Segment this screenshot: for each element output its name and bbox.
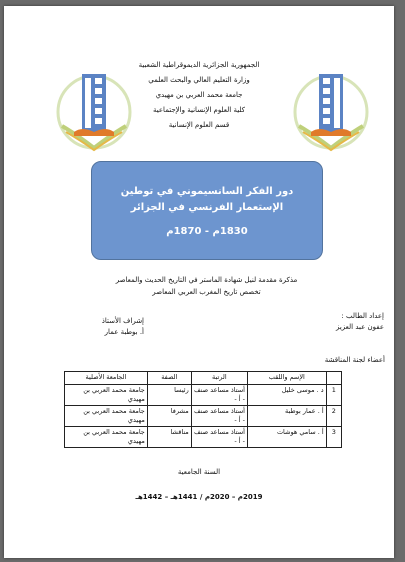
- thesis-period: 1830م - 1870م: [166, 226, 248, 237]
- member-role: رئيسا: [147, 385, 191, 406]
- supervisor-label: إشراف الأستاذ: [101, 317, 144, 325]
- member-university: جامعة محمد العربي بن مهيدي: [65, 427, 148, 448]
- table-row: [65, 406, 342, 427]
- committee-header-row: [65, 372, 342, 385]
- student-block: [234, 311, 384, 333]
- document-page: [4, 6, 394, 558]
- member-role: مناقشا: [147, 427, 191, 448]
- member-name: أ . عمار بوطبة: [247, 406, 326, 427]
- thesis-title-box: [91, 161, 323, 260]
- header-line-department: قسم العلوم الإنسانية: [168, 121, 230, 129]
- member-rank: أستاذ مساعد صنف - أ -: [191, 385, 247, 406]
- member-rank: أستاذ مساعد صنف - أ -: [191, 427, 247, 448]
- header-rank: الرتبة: [191, 372, 247, 385]
- memo-line-specialty: تخصص تاريخ المغرب العربي المعاصر: [152, 288, 261, 296]
- university-logo-right: [289, 66, 373, 154]
- header-num: [326, 372, 341, 385]
- member-university: جامعة محمد العربي بن مهيدي: [65, 385, 148, 406]
- thesis-title: دور الفكر السانسيموني في توطين الإستعمار الفرنسي في الجزائر: [120, 186, 294, 213]
- member-rank: أستاذ مساعد صنف - أ -: [191, 406, 247, 427]
- header-line-faculty: كلية العلوم الإنسانية والإجتماعية: [153, 106, 245, 114]
- header-line-republic: الجمهورية الجزائرية الديموقراطية الشعبية: [138, 61, 260, 69]
- member-role: مشرفا: [147, 406, 191, 427]
- supervisor-name: أ. بوطبة عمار: [104, 328, 144, 336]
- committee-title: أعضاء لجنة المناقشة: [324, 356, 385, 364]
- memo-description: [84, 274, 329, 298]
- header-line-ministry: وزارة التعليم العالي والبحث العلمي: [148, 76, 250, 84]
- row-num: 1: [326, 385, 341, 406]
- member-name: د . موسى خليل: [247, 385, 326, 406]
- student-label: إعداد الطالب :: [341, 312, 384, 320]
- committee-table: [64, 371, 342, 448]
- academic-year-values: 2019م – 2020م / 1441هـ – 1442هـ: [135, 493, 263, 501]
- memo-line-degree: مذكرة مقدمة لنيل شهادة الماستر في التاريخ الحديث والمعاصر: [115, 276, 298, 284]
- member-university: جامعة محمد العربي بن مهيدي: [65, 406, 148, 427]
- member-name: أ . سامي هوشات: [247, 427, 326, 448]
- student-name: عفون عبد العزيز: [335, 323, 384, 331]
- institution-header: [124, 58, 274, 133]
- header-name: الإسم واللقب: [247, 372, 326, 385]
- header-line-university: جامعة محمد العربي بن مهيدي: [155, 91, 243, 99]
- header-role: الصفة: [147, 372, 191, 385]
- supervisor-block: [44, 316, 144, 338]
- table-row: [65, 385, 342, 406]
- row-num: 3: [326, 427, 341, 448]
- table-row: [65, 427, 342, 448]
- academic-year-label: السنة الجامعية: [177, 468, 221, 476]
- header-university: الجامعة الأصلية: [65, 372, 148, 385]
- row-num: 2: [326, 406, 341, 427]
